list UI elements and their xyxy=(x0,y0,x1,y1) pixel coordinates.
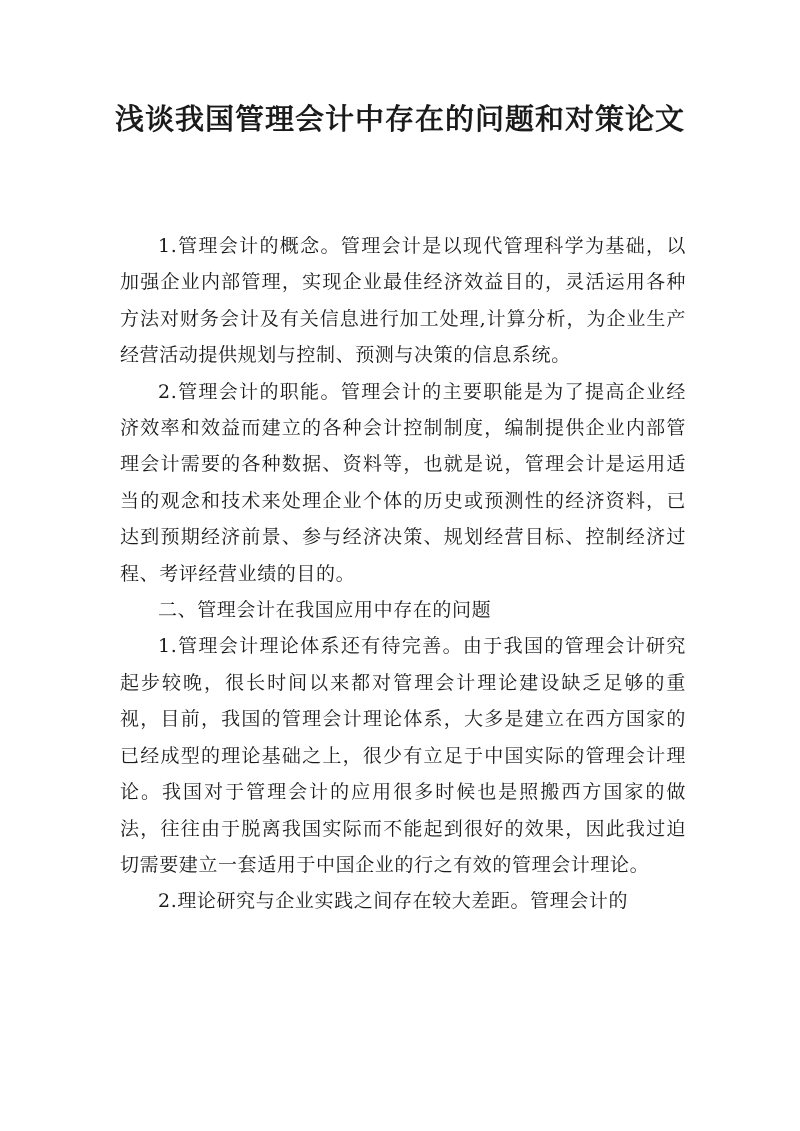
paragraph-theory-practice-gap: 2.理论研究与企业实践之间存在较大差距。管理会计的 xyxy=(158,890,629,913)
paragraph-concept: 1.管理会计的概念。管理会计是以现代管理科学为基础，以加强企业内部管理，实现企业最佳经济效益目的，灵活运用各种方法对财务会计及有关信息进行加工处理,计算分析，为企业生产经营活动提供规划与控制、预测与决策的信息系统。 xyxy=(120,235,686,367)
document-title: 浅谈我国管理会计中存在的问题和对策论文 xyxy=(114,102,685,136)
document-body xyxy=(120,228,686,920)
paragraph-theory-system: 1.管理会计理论体系还有待完善。由于我国的管理会计研究起步较晚，很长时间以来都对管理会计理论建设缺乏足够的重视，目前，我国的管理会计理论体系，大多是建立在西方国家的已经成型的理论基础之上，很少有立足于中国实际的管理会计理论。我国对于管理会计的应用很多时候也是照搬西方国家的做法，往往由于脱离我国实际而不能起到很好的效果，因此我过迫切需要建立一套适用于中国企业的行之有效的管理会计理论。 xyxy=(120,635,686,876)
section-heading-problems: 二、管理会计在我国应用中存在的问题 xyxy=(158,599,492,622)
paragraph-functions: 2.管理会计的职能。管理会计的主要职能是为了提高企业经济效率和效益而建立的各种会计控制制度，编制提供企业内部管理会计需要的各种数据、资料等，也就是说，管理会计是运用适当的观念和技术来处理企业个体的历史或预测性的经济资料，已达到预期经济前景、参与经济决策、规划经营目标、控制经济过程、考评经营业绩的目的。 xyxy=(120,380,686,585)
